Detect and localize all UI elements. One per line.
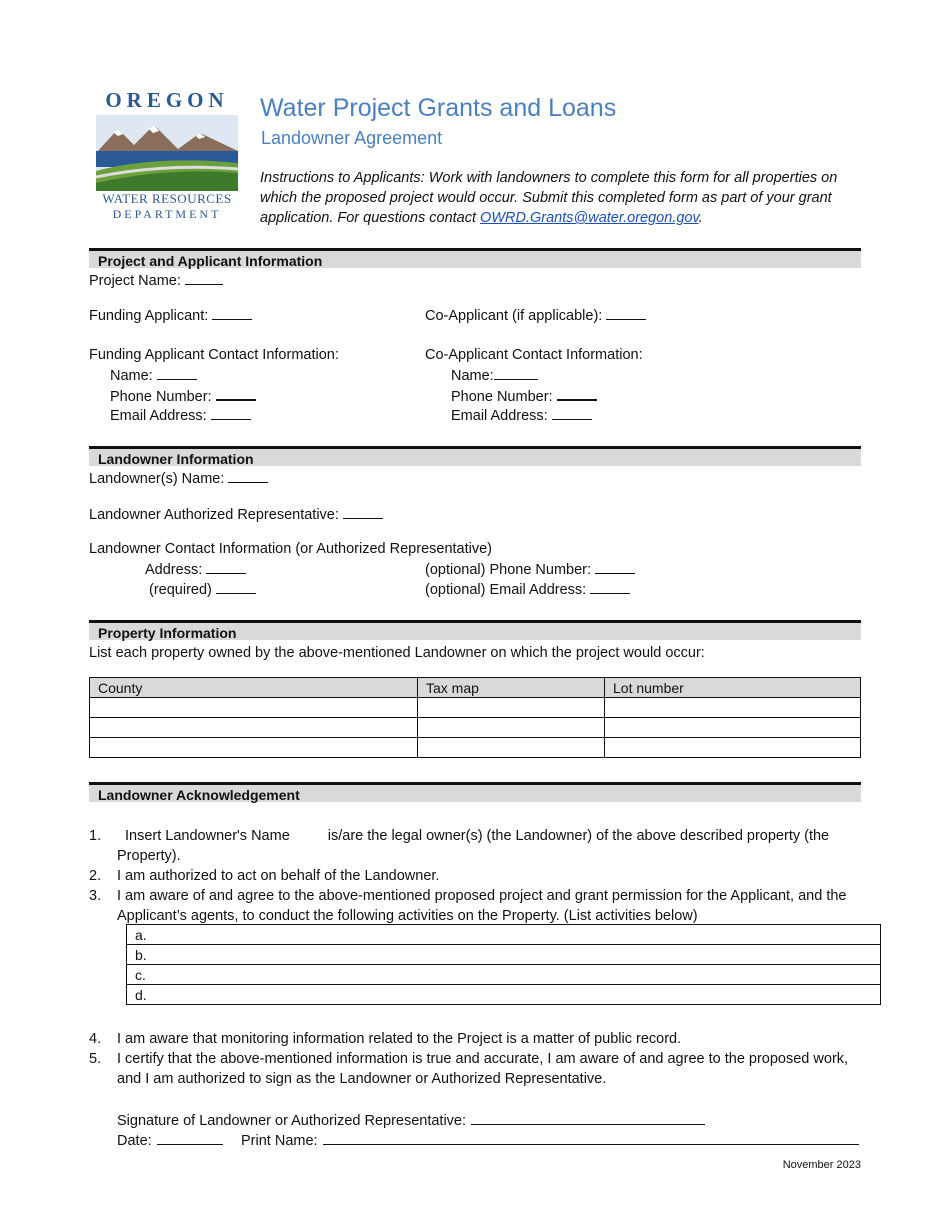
property-table [89,677,861,758]
lot-number-cell[interactable] [605,718,861,738]
funding-email-label: Email Address: [110,408,207,424]
funding-name-blank[interactable] [157,367,197,380]
funding-email-field[interactable] [110,407,251,424]
activities-table [126,924,881,1005]
co-applicant-blank[interactable] [606,307,646,320]
page-title: Water Project Grants and Loans [260,94,617,122]
ack-number-1: 1. [89,828,102,844]
landowner-email-field[interactable] [425,581,630,598]
landowner-rep-label: Landowner Authorized Representative: [89,507,339,523]
print-name-line[interactable] [323,1130,859,1145]
funding-applicant-field[interactable] [89,307,252,324]
ack-item-4-text: I am aware that monitoring information related to the Project is a matter of public record. [117,1031,682,1047]
instructions-end: . [698,210,703,226]
funding-name-label: Name: [110,368,153,384]
landowner-address-blank-2[interactable] [216,581,256,594]
ack-item-1-body: is/are the legal owner(s) (the Landowner) of the above described property (the Property). [117,828,830,864]
section-project-header: Project and Applicant Information [89,248,861,268]
funding-email-blank[interactable] [211,407,251,420]
column-tax-map: Tax map [418,678,605,698]
table-row [90,738,861,758]
section-landowner-header: Landowner Information [89,446,861,466]
landowner-email-blank[interactable] [590,581,630,594]
project-name-blank[interactable] [185,272,223,285]
ack-item-1 [89,826,869,866]
table-row [127,945,881,965]
lot-number-cell[interactable] [605,698,861,718]
county-cell[interactable] [90,718,418,738]
funding-applicant-blank[interactable] [212,307,252,320]
co-name-blank[interactable] [494,367,538,380]
landowner-name-label: Landowner(s) Name: [89,471,225,487]
page-subtitle: Landowner Agreement [261,128,443,148]
landowner-address-field[interactable] [145,561,246,578]
property-intro: List each property owned by the above-mentioned Landowner on which the project would occur: [89,645,705,661]
co-email-field[interactable] [451,407,592,424]
landowner-phone-label: (optional) Phone Number: [425,562,592,578]
column-lot-number: Lot number [605,678,861,698]
ack-item-2 [89,866,869,886]
co-name-field[interactable] [451,367,538,384]
ack-item-3-text: I am aware of and agree to the above-mentioned proposed project and grant permission for the Applicant, and the Applicant’s agents, to conduct the following activities on the Property. (List activities below) [117,888,847,924]
print-name-label: Print Name: [241,1133,318,1149]
ack-item-5-text: I certify that the above-mentioned information is true and accurate, I am aware of and agree to the proposed work, and I am authorized to sign as the Landowner or Authorized Representative. [117,1051,849,1087]
landowner-contact-heading: Landowner Contact Information (or Authorized Representative) [89,541,492,557]
activity-b[interactable]: b. [127,945,881,965]
landowner-email-label: (optional) Email Address: [425,582,587,598]
date-line[interactable] [157,1130,223,1145]
landowner-rep-blank[interactable] [343,506,383,519]
ack-number-4: 4. [89,1031,102,1047]
ack-item-4 [89,1029,869,1049]
funding-phone-field[interactable] [110,387,256,405]
contact-email-link[interactable]: OWRD.Grants@water.oregon.gov [480,210,699,226]
ack-item-2-text: I am authorized to act on behalf of the Landowner. [117,868,440,884]
co-name-label: Name: [451,368,494,384]
co-applicant-label: Co-Applicant (if applicable): [425,308,603,324]
landscape-logo-icon [96,115,238,191]
co-applicant-field[interactable] [425,307,646,324]
ack-item-3 [89,886,869,926]
section-property-header: Property Information [89,620,861,640]
co-phone-label: Phone Number: [451,389,553,405]
signature-line[interactable] [471,1110,705,1125]
funding-phone-label: Phone Number: [110,389,212,405]
funding-contact-heading: Funding Applicant Contact Information: [89,347,339,363]
logo-line-1: WATER RESOURCES [102,191,232,206]
funding-applicant-label: Funding Applicant: [89,308,209,324]
date-label: Date: [117,1133,152,1149]
signature-field[interactable] [117,1110,705,1129]
required-label: (required) [149,582,212,598]
county-cell[interactable] [90,738,418,758]
owrd-logo [96,88,238,222]
co-contact-heading: Co-Applicant Contact Information: [425,347,643,363]
ack-number-5: 5. [89,1051,102,1067]
co-phone-blank[interactable] [557,387,597,401]
landowner-address-label: Address: [145,562,203,578]
property-table-header-row [90,678,861,698]
tax-map-cell[interactable] [418,718,605,738]
project-name-field[interactable] [89,272,223,289]
landowner-name-placeholder[interactable]: Insert Landowner's Name [125,828,290,844]
ack-number-3: 3. [89,888,102,904]
activity-a[interactable]: a. [127,925,881,945]
ack-item-1-text [117,826,869,866]
landowner-name-field[interactable] [89,470,268,487]
table-row [127,965,881,985]
table-row [127,985,881,1005]
date-field[interactable] [117,1130,223,1149]
project-name-label: Project Name: [89,273,181,289]
funding-phone-blank[interactable] [216,387,256,401]
print-name-field[interactable] [241,1130,859,1149]
column-county: County [90,678,418,698]
signature-label: Signature of Landowner or Authorized Representative: [117,1113,467,1129]
landowner-phone-blank[interactable] [595,561,635,574]
lot-number-cell[interactable] [605,738,861,758]
co-email-blank[interactable] [552,407,592,420]
footer-date: November 2023 [782,1159,861,1171]
landowner-name-blank[interactable] [228,470,268,483]
table-row [127,925,881,945]
landowner-address-required-field[interactable] [149,581,256,598]
ack-item-5 [89,1049,869,1089]
landowner-address-blank[interactable] [206,561,246,574]
logo-wordmark: OREGON [105,88,229,112]
landowner-phone-field[interactable] [425,561,635,578]
section-ack-header: Landowner Acknowledgement [89,782,861,802]
tax-map-cell[interactable] [418,738,605,758]
instructions-text: Instructions to Applicants: Work with landowners to complete this form for all properties on which the proposed project would occur. Submit this completed form as part of your grant application. For questions contact [260,170,838,226]
funding-name-field[interactable] [110,367,197,384]
instructions [260,168,860,228]
activity-d[interactable]: d. [127,985,881,1005]
ack-number-2: 2. [89,868,102,884]
co-phone-field[interactable] [451,387,597,405]
table-row [90,698,861,718]
table-row [90,718,861,738]
logo-line-2: DEPARTMENT [112,207,222,221]
activity-c[interactable]: c. [127,965,881,985]
county-cell[interactable] [90,698,418,718]
landowner-rep-field[interactable] [89,506,383,523]
co-email-label: Email Address: [451,408,548,424]
tax-map-cell[interactable] [418,698,605,718]
